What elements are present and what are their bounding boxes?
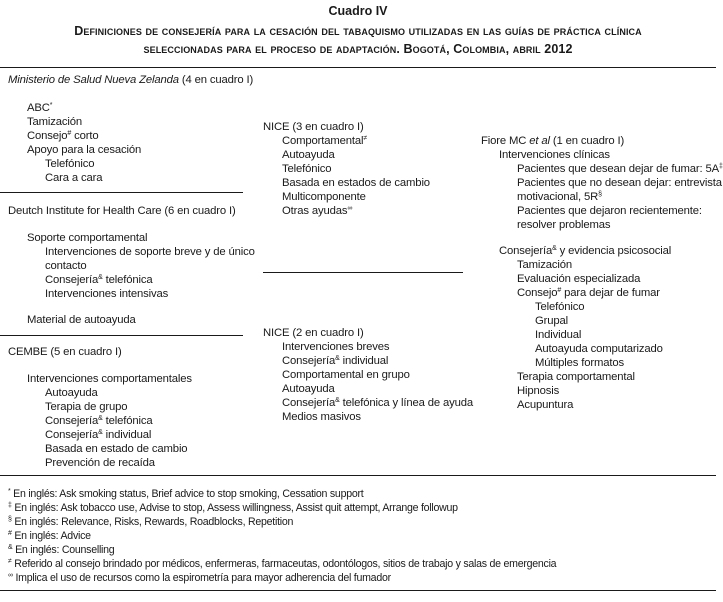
footnote-marker: ∞	[347, 205, 353, 212]
list-item	[45, 288, 168, 301]
item-text: Autoayuda	[45, 387, 98, 399]
section-rule	[0, 335, 243, 336]
list-item	[282, 177, 430, 190]
footnote-marker: ≠	[363, 135, 368, 142]
footnote-marker: #	[67, 130, 72, 137]
table-title-line-2: seleccionadas para el proceso de adaptación. Bogotá, Colombia, abril 2012	[143, 42, 573, 56]
item-text: Telefónico	[45, 158, 95, 170]
item-text: Prevención de recaída	[45, 457, 155, 469]
list-item	[282, 191, 366, 204]
list-item	[27, 232, 147, 245]
footnote-marker: §	[8, 516, 12, 523]
item-text: telefónica	[102, 274, 153, 286]
item-text: Consejería	[282, 397, 336, 409]
source-deutch: Deutch Institute for Health Care (6 en cuadro I)	[8, 205, 236, 217]
list-item	[535, 357, 624, 370]
item-text: Terapia de grupo	[45, 401, 128, 413]
list-item	[517, 287, 660, 300]
item-text: Consejo	[517, 287, 558, 299]
item-text: Tamización	[27, 116, 83, 128]
item-text: En inglés: Counselling	[12, 544, 115, 556]
item-text: Intervenciones de soporte breve y de único	[45, 246, 255, 258]
list-item	[45, 260, 87, 273]
item-text: Intervenciones intensivas	[45, 288, 169, 300]
item-text: individual	[102, 429, 152, 441]
item-text: Consejería	[282, 355, 336, 367]
item-text: telefónica y línea de ayuda	[339, 397, 474, 409]
list-item	[45, 457, 155, 470]
item-text: Autoayuda	[282, 149, 335, 161]
item-text: Referido al consejo brindado por médicos, enfermeras, farmaceutas, odontólogos, sitios de trabajo y salas de emergencia	[11, 558, 557, 570]
item-text: Consejería	[499, 245, 553, 257]
list-item	[517, 385, 559, 398]
list-item	[282, 163, 331, 176]
list-item	[27, 373, 192, 386]
item-text: Autoayuda	[282, 383, 335, 395]
footnote	[8, 572, 391, 585]
table-number: Cuadro IV	[328, 4, 388, 18]
item-text: Consejería	[45, 429, 99, 441]
list-item	[517, 191, 602, 204]
footnote-marker: &	[98, 429, 103, 436]
footnote-marker: &	[98, 415, 103, 422]
section-rule	[263, 272, 463, 273]
list-item	[282, 397, 473, 410]
list-item	[27, 102, 52, 115]
source-nz-name: Ministerio de Salud Nueva Zelanda	[8, 74, 179, 86]
subheading-counselling	[499, 245, 671, 258]
item-text: para dejar de fumar	[561, 287, 660, 299]
footnote-marker: &	[8, 544, 13, 551]
list-item	[45, 172, 102, 185]
list-item	[45, 415, 153, 428]
source-nice-3: NICE (3 en cuadro I)	[263, 121, 364, 133]
footnote-marker: &	[552, 245, 557, 252]
footnote-marker: *	[8, 488, 11, 495]
list-item	[27, 144, 141, 157]
item-text: y evidencia psicosocial	[556, 245, 672, 257]
list-item	[535, 301, 584, 314]
item-text: Comportamental en grupo	[282, 369, 410, 381]
item-text: Intervenciones comportamentales	[27, 373, 192, 385]
item-text: Acupuntura	[517, 399, 574, 411]
source-nz-ref: (4 en cuadro I)	[178, 74, 254, 86]
item-text: Medios masivos	[282, 411, 361, 423]
list-item	[535, 315, 568, 328]
list-item	[45, 246, 255, 259]
list-item	[517, 163, 723, 176]
list-item	[45, 443, 187, 456]
item-text: Grupal	[535, 315, 569, 327]
item-text: Autoayuda computarizado	[535, 343, 663, 355]
list-item	[282, 341, 389, 354]
footnote-marker: #	[8, 530, 12, 537]
footnote-marker: #	[557, 287, 562, 294]
list-item	[27, 116, 82, 129]
footnote	[8, 530, 91, 543]
source-fiore	[481, 135, 624, 148]
item-text: Cara a cara	[45, 172, 103, 184]
item-text: Pacientes que dejaron recientemente:	[517, 205, 702, 217]
item-text: resolver problemas	[517, 219, 611, 231]
list-item	[517, 219, 610, 232]
list-item	[535, 343, 663, 356]
item-text: Consejo	[27, 130, 68, 142]
item-text: Implica el uso de recursos como la espirometría para mayor adherencia del fumador	[12, 572, 391, 584]
item-text: Comportamental	[282, 135, 364, 147]
footnote-rule	[0, 475, 716, 476]
item-text: Tamización	[517, 259, 573, 271]
list-item	[535, 329, 581, 342]
item-text: Múltiples formatos	[535, 357, 624, 369]
footnote	[8, 544, 114, 557]
item-text: Telefónico	[535, 301, 585, 313]
item-text: et al	[529, 135, 550, 147]
item-text: contacto	[45, 260, 87, 272]
item-text: (1 en cuadro I)	[549, 135, 625, 147]
item-text: Multicomponente	[282, 191, 366, 203]
item-text: Intervenciones breves	[282, 341, 390, 353]
top-rule	[0, 67, 716, 68]
item-text: Hipnosis	[517, 385, 560, 397]
item-text: Apoyo para la cesación	[27, 144, 142, 156]
footnote-marker: ≠	[8, 558, 12, 565]
list-item	[517, 371, 635, 384]
footnote-marker: ∞	[8, 572, 13, 579]
bottom-rule	[0, 590, 716, 591]
subheading-clinical: Intervenciones clínicas	[499, 149, 610, 161]
list-item	[517, 399, 573, 412]
list-item	[45, 429, 151, 442]
footnote	[8, 502, 458, 515]
list-item	[45, 274, 153, 287]
source-cembe: CEMBE (5 en cuadro I)	[8, 346, 122, 358]
list-item	[282, 383, 335, 396]
list-item	[45, 158, 94, 171]
item-text: ABC	[27, 102, 50, 114]
list-item	[282, 149, 335, 162]
list-item	[517, 273, 640, 286]
source-nice-2: NICE (2 en cuadro I)	[263, 327, 364, 339]
list-item	[27, 130, 99, 143]
list-item	[282, 369, 410, 382]
footnote-marker: ‡	[719, 163, 723, 170]
item-text: En inglés: Advice	[11, 530, 91, 542]
item-text: Basada en estado de cambio	[45, 443, 188, 455]
list-item	[282, 205, 352, 218]
list-item	[517, 259, 572, 272]
item-text: motivacional, 5R	[517, 191, 599, 203]
item-text: Basada en estados de cambio	[282, 177, 430, 189]
list-item	[27, 314, 136, 327]
footnote-marker: *	[49, 102, 53, 109]
item-text: En inglés: Relevance, Risks, Rewards, Roadblocks, Repetition	[11, 516, 294, 528]
footnote-marker: ‡	[8, 502, 12, 509]
item-text: Pacientes que desean dejar de fumar: 5A	[517, 163, 720, 175]
table-title-line-1: Definiciones de consejería para la cesación del tabaquismo utilizadas en las guías de práctica clínica	[74, 24, 642, 38]
item-text: Terapia comportamental	[517, 371, 635, 383]
item-text: Material de autoayuda	[27, 314, 136, 326]
section-rule	[0, 192, 243, 193]
list-item	[517, 205, 702, 218]
item-text: Consejería	[45, 415, 99, 427]
item-text: Consejería	[45, 274, 99, 286]
footnote-marker: &	[335, 397, 340, 404]
list-item	[282, 411, 361, 424]
source-nz	[8, 74, 253, 87]
item-text: Individual	[535, 329, 582, 341]
item-text: En inglés: Ask smoking status, Brief advice to stop smoking, Cessation support	[10, 488, 364, 500]
footnote-marker: §	[598, 191, 602, 198]
footnote-marker: &	[335, 355, 340, 362]
list-item	[45, 401, 127, 414]
footnote-marker: &	[98, 274, 103, 281]
item-text: En inglés: Ask tobacco use, Advise to stop, Assess willingness, Assist quit attempt, Arrange followup	[11, 502, 458, 514]
footnote	[8, 516, 293, 529]
item-text: corto	[71, 130, 99, 142]
item-text: Fiore MC	[481, 135, 530, 147]
footnote	[8, 488, 363, 501]
item-text: Telefónico	[282, 163, 332, 175]
list-item	[45, 387, 98, 400]
footnote	[8, 558, 556, 571]
item-text: Pacientes que no desean dejar: entrevista	[517, 177, 722, 189]
list-item	[517, 177, 722, 190]
item-text: Otras ayudas	[282, 205, 348, 217]
item-text: Soporte comportamental	[27, 232, 148, 244]
list-item	[282, 135, 367, 148]
item-text: telefónica	[102, 415, 153, 427]
item-text: Evaluación especializada	[517, 273, 641, 285]
item-text: individual	[339, 355, 389, 367]
list-item	[282, 355, 388, 368]
